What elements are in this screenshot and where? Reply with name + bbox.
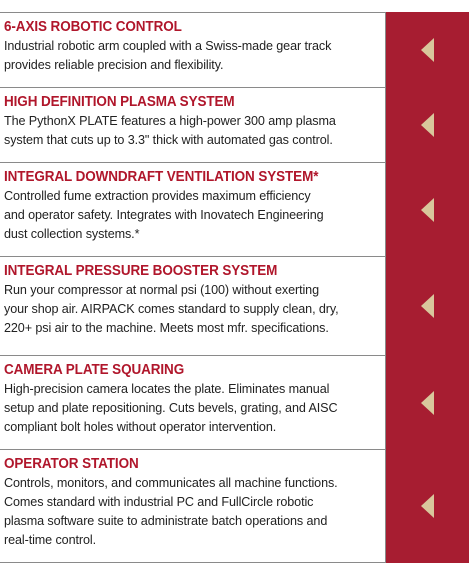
chevron-left-icon (421, 38, 434, 62)
feature-row-robotic-control (0, 12, 469, 87)
description-line: compliant bolt holes without operator intervention. (4, 420, 277, 434)
description-line: setup and plate repositioning. Cuts bevels, grating, and AISC (4, 401, 338, 415)
expand-tab-robotic-control[interactable] (385, 12, 469, 88)
description-line: Run your compressor at normal psi (100) without exerting (4, 283, 319, 297)
chevron-left-icon (421, 391, 434, 415)
description-line: dust collection systems.* (4, 227, 140, 241)
description-line: High-precision camera locates the plate. Eliminates manual (4, 382, 330, 396)
description-line: real-time control. (4, 533, 96, 547)
description-line: plasma software suite to administrate batch operations and (4, 514, 328, 528)
description-line: Industrial robotic arm coupled with a Swiss-made gear track (4, 39, 332, 53)
description-line: your shop air. AIRPACK comes standard to supply clean, dry, (4, 302, 339, 316)
expand-tab-downdraft-ventilation[interactable] (385, 162, 469, 257)
feature-description (4, 187, 382, 244)
feature-title: HIGH DEFINITION PLASMA SYSTEM (4, 94, 235, 110)
feature-title: INTEGRAL PRESSURE BOOSTER SYSTEM (4, 263, 278, 279)
expand-tab-operator-station[interactable] (385, 449, 469, 563)
feature-text (0, 450, 386, 562)
feature-text (0, 356, 386, 449)
feature-description (4, 281, 382, 338)
feature-title: OPERATOR STATION (4, 456, 139, 472)
feature-description (4, 37, 382, 75)
description-line: and operator safety. Integrates with Inovatech Engineering (4, 208, 324, 222)
feature-row-operator-station (0, 449, 469, 563)
expand-tab-pressure-booster[interactable] (385, 256, 469, 356)
chevron-left-icon (421, 294, 434, 318)
feature-text (0, 163, 386, 256)
feature-row-downdraft-ventilation (0, 162, 469, 256)
feature-row-plasma-system (0, 87, 469, 162)
description-line: Controls, monitors, and communicates all machine functions. (4, 476, 338, 490)
description-line: Controlled fume extraction provides maximum efficiency (4, 189, 311, 203)
feature-row-pressure-booster (0, 256, 469, 355)
description-line: system that cuts up to 3.3" thick with automated gas control. (4, 133, 333, 147)
feature-text (0, 88, 386, 162)
feature-description (4, 474, 382, 550)
feature-title: CAMERA PLATE SQUARING (4, 362, 185, 378)
feature-title: 6-AXIS ROBOTIC CONTROL (4, 19, 182, 35)
feature-description (4, 112, 382, 150)
expand-tab-camera-plate-squaring[interactable] (385, 355, 469, 450)
description-line: 220+ psi air to the machine. Meets most mfr. specifications. (4, 321, 329, 335)
chevron-left-icon (421, 494, 434, 518)
description-line: The PythonX PLATE features a high-power 300 amp plasma (4, 114, 336, 128)
feature-row-camera-plate-squaring (0, 355, 469, 449)
description-line: Comes standard with industrial PC and FullCircle robotic (4, 495, 314, 509)
expand-tab-plasma-system[interactable] (385, 87, 469, 163)
description-line: provides reliable precision and flexibility. (4, 58, 224, 72)
feature-text (0, 257, 386, 355)
chevron-left-icon (421, 113, 434, 137)
feature-title: INTEGRAL DOWNDRAFT VENTILATION SYSTEM* (4, 169, 319, 185)
feature-text (0, 13, 386, 87)
feature-description (4, 380, 382, 437)
chevron-left-icon (421, 198, 434, 222)
